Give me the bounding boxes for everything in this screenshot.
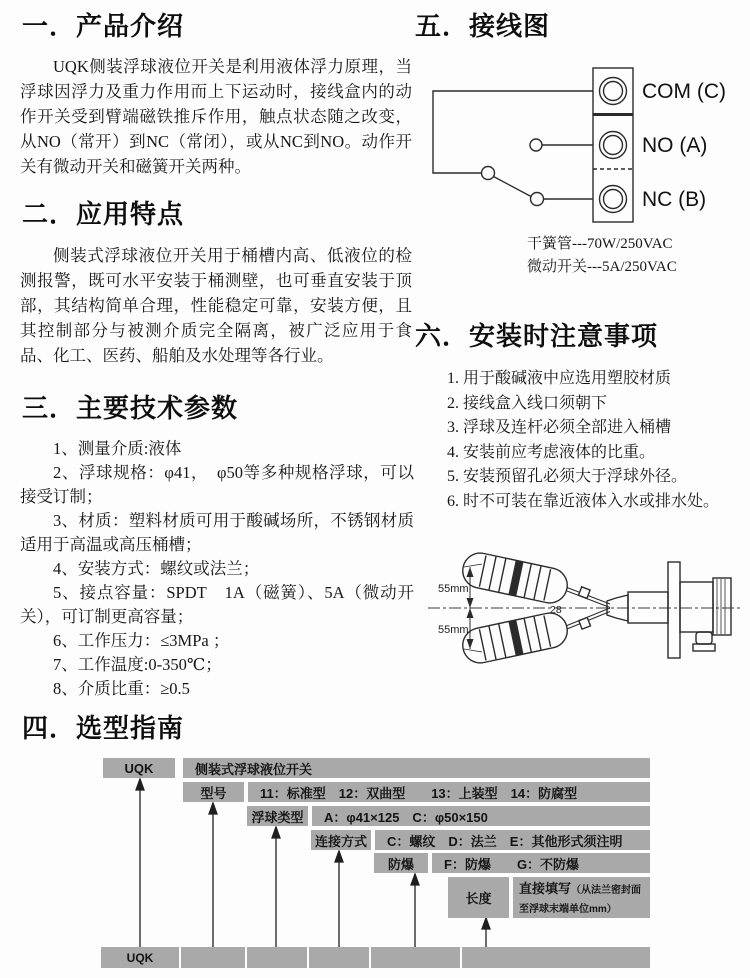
flange	[668, 562, 680, 658]
features-paragraph: 侧装式浮球液位开关用于桶槽内高、低液位的检测报警，既可水平安装于桶测壁，也可垂直安装于顶部，其结构简单合理，性能稳定可靠，安装方便，且其控制部分与被测介质完全隔离，被广泛应用于食品、化工、医药、船舶及水处理等各行业。	[20, 246, 412, 365]
install-list	[447, 367, 719, 514]
com-wire	[433, 91, 593, 173]
wiring-note-reed: 干簧管---70W/250VAC	[527, 236, 673, 252]
code-bar-slot-explosionproof	[371, 947, 460, 968]
section-wiring-title: 五．接线图	[415, 11, 551, 41]
wiring-diagram	[420, 52, 745, 234]
wiring-notes	[527, 233, 677, 279]
table-row-content-model: 11：标准型 12：双曲型 13：上装型 14：防腐型	[248, 782, 650, 802]
code-bar-slot-length	[462, 947, 650, 968]
spec-item-8: 8、介质比重：≥0.5	[53, 679, 190, 698]
code-bar-slot-connection	[309, 947, 369, 968]
wiring-note-micro: 微动开关---5A/250VAC	[527, 259, 677, 275]
install-item-4: 4. 安装前应考虑液体的比重。	[447, 443, 656, 461]
code-bar-slot-float-type	[247, 947, 307, 968]
table-row-label-model: 型号	[183, 782, 244, 802]
section-intro-title: 一．产品介绍	[22, 11, 185, 41]
table-row-content-explosionproof: F：防爆 G：不防爆	[432, 853, 650, 873]
section-features-title: 二．应用特点	[22, 199, 185, 229]
spec-item-7: 7、工作温度:0-350℃；	[53, 655, 222, 674]
section-install-title: 六．安装时注意事项	[415, 321, 659, 351]
mount-body	[607, 562, 731, 658]
intro-paragraph: UQK侧装浮球液位开关是利用液体浮力原理，当浮球因浮力及重力作用而上下运动时，接线盒内的动作开关受到臂端磁铁推斥作用，触点状态随之改变，从NO（常开）到NC（常闭），或从NC到NO。动作开关有微动开关和磁簧开关两种。	[20, 57, 412, 176]
table-row-content-float-type: A：φ41×125 C：φ50×150	[312, 806, 650, 826]
junction-box	[680, 582, 713, 632]
table-row-label-length: 长度	[448, 877, 509, 918]
angle-label: 28	[550, 604, 562, 616]
table-code-cell: UQK	[103, 758, 175, 778]
lower-float	[460, 610, 571, 666]
table-desc-cell: 侧装式浮球液位开关	[183, 758, 650, 778]
code-bar-slot-model	[181, 947, 245, 968]
float-drawing	[424, 526, 746, 706]
install-item-1: 1. 用于酸碱液中应选用塑胶材质	[447, 370, 672, 387]
dimension-label-bottom: 55mm	[438, 624, 469, 636]
switch-arm	[494, 177, 532, 197]
terminal-label-no: NO (A)	[642, 134, 708, 157]
table-row-label-float-type: 浮球类型	[247, 806, 308, 826]
table-row-label-explosionproof: 防爆	[374, 853, 428, 873]
table-row-label-connection: 连接方式	[311, 830, 371, 850]
terminal-label-com: COM (C)	[642, 80, 726, 103]
spec-item-6: 6、工作压力：≤3MPa ；	[53, 631, 230, 650]
section-selection-title: 四．选型指南	[22, 713, 185, 743]
length-main: 直接填写	[519, 881, 572, 896]
section-specs-title: 三．主要技术参数	[22, 393, 239, 423]
spec-item-4: 4、安装方式：螺纹或法兰；	[53, 559, 260, 578]
install-item-6: 6. 时不可装在靠近液体入水或排水处。	[447, 492, 720, 510]
terminal-label-nc: NC (B)	[642, 188, 707, 211]
dimension-label-top: 55mm	[438, 583, 469, 595]
install-item-2: 2. 接线盒入线口须朝下	[447, 394, 608, 412]
switch-pivot-contact	[482, 167, 495, 180]
table-row-content-connection: C：螺纹 D：法兰 E：其他形式须注明	[375, 830, 650, 850]
spec-item-3: 3、材质：塑料材质可用于酸碱场所，不锈钢材质适用于高温或高压桶槽；	[20, 511, 414, 554]
specs-list	[20, 437, 414, 701]
upper-float	[460, 550, 571, 606]
table-row-content-length	[513, 877, 650, 918]
cable-entry	[696, 632, 712, 644]
spec-item-1: 1、测量介质:液体	[53, 439, 182, 458]
spec-item-5: 5、接点容量：SPDT 1A（磁簧）、5A（微动开关），可订制更高容量；	[20, 583, 414, 626]
length-note: （从法兰密封面至浮球末端单位mm）	[519, 885, 642, 915]
install-item-3: 3. 浮球及连杆必须全部进入桶槽	[447, 419, 672, 436]
install-item-5: 5. 安装预留孔必须大于浮球外径。	[447, 468, 688, 485]
spec-item-2: 2、浮球规格：φ41， φ50等多种规格浮球，可以接受订制；	[20, 463, 414, 506]
code-bar-uqk: UQK	[101, 947, 179, 968]
